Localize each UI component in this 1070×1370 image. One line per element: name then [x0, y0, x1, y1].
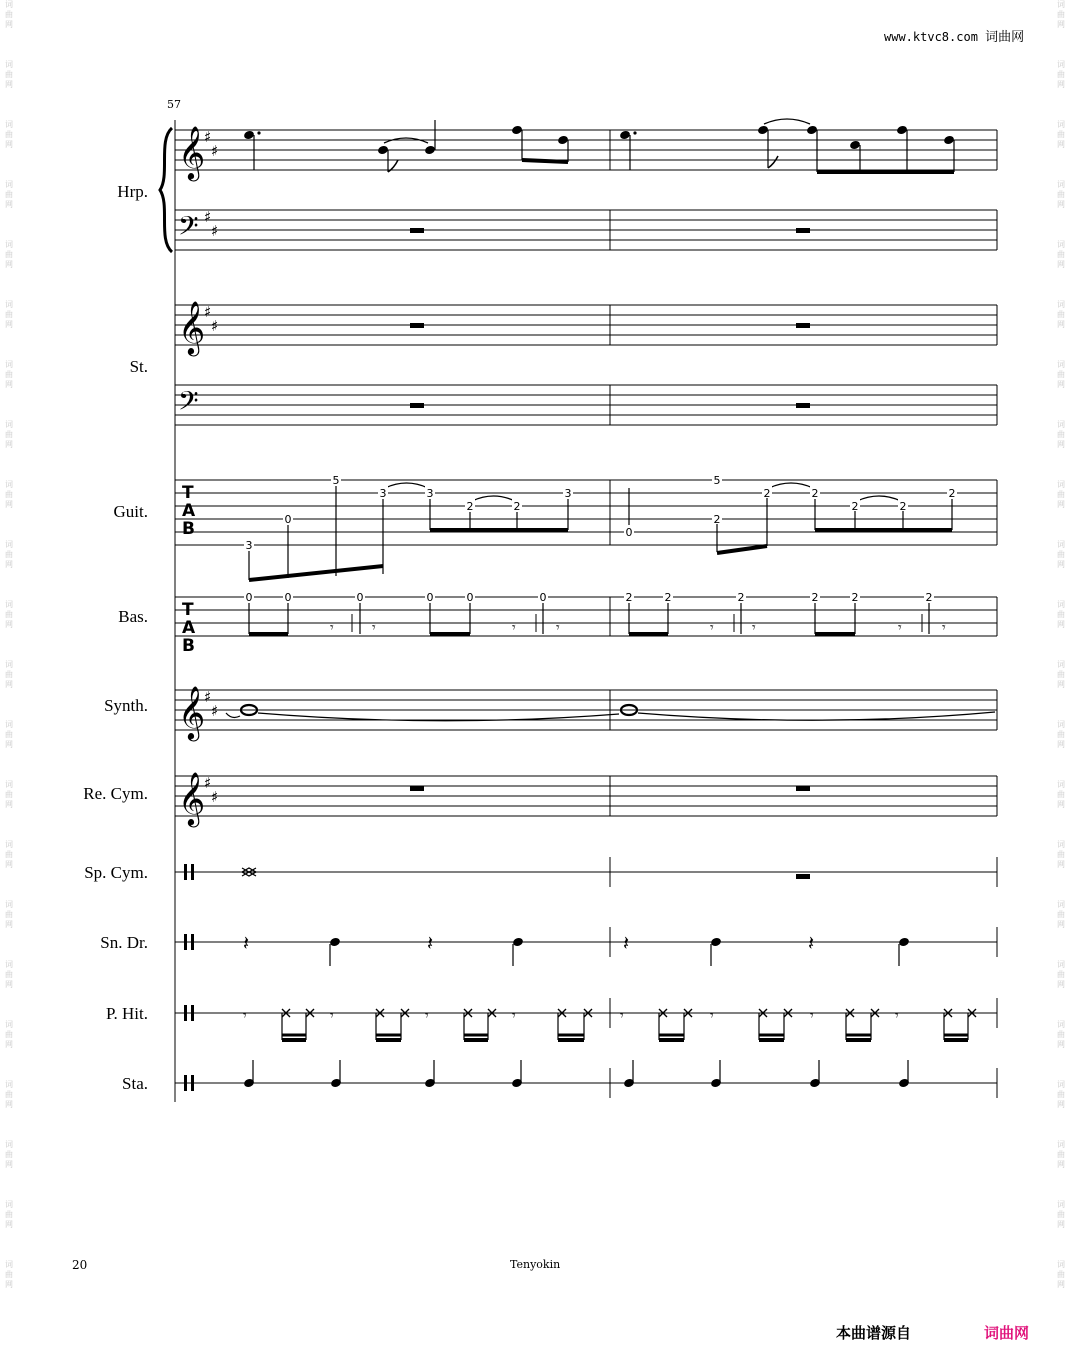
watermark-char: 曲: [5, 250, 13, 259]
instrument-label-percussion-hit: P. Hit.: [105, 1004, 148, 1023]
tab-clef: A: [182, 618, 196, 638]
eighth-rest: 𝄾: [425, 1008, 429, 1024]
watermark-char: 曲: [5, 730, 13, 739]
watermark-char: 曲: [1057, 70, 1065, 79]
watermark-char: 网: [5, 200, 13, 209]
watermark-char: 曲: [1057, 430, 1065, 439]
eighth-rest: 𝄾: [330, 1008, 334, 1024]
guitar-tab-number: 2: [851, 500, 859, 513]
eighth-rest: 𝄾: [810, 1008, 814, 1024]
watermark-char: 词: [5, 240, 13, 249]
tie-in: [226, 713, 240, 717]
instrument-label-snare-drum: Sn. Dr.: [100, 933, 148, 952]
watermark-char: 词: [1057, 840, 1065, 849]
note-b4: [377, 145, 389, 156]
watermark-char: 网: [5, 1220, 13, 1229]
watermark-char: 曲: [1057, 670, 1065, 679]
watermark-char: 曲: [5, 790, 13, 799]
watermark-char: 词: [1057, 300, 1065, 309]
watermark-char: 网: [1057, 500, 1065, 509]
percussion-clef-bar: [191, 864, 194, 880]
measure-number: 57: [167, 98, 181, 111]
watermark-char: 曲: [1057, 190, 1065, 199]
watermark-char: 词: [1057, 120, 1065, 129]
bass-tab-number: 0: [284, 591, 292, 604]
watermark-char: 词: [5, 1020, 13, 1029]
instrument-label-guitar: Guit.: [113, 502, 148, 521]
key-signature-sharp: ♯: [211, 142, 219, 160]
watermark-char: 曲: [1057, 1090, 1065, 1099]
watermark-char: 曲: [1057, 550, 1065, 559]
guitar-tab-number: 2: [513, 500, 521, 513]
tab-beam: [717, 546, 767, 553]
harp-brace: [160, 128, 172, 252]
percussion-clef-bar: [184, 934, 187, 950]
quarter-rest: 𝄽: [623, 931, 630, 955]
watermark-char: 网: [1057, 320, 1065, 329]
eighth-rest: 𝄾: [895, 1008, 899, 1024]
watermark-char: 网: [5, 1280, 13, 1289]
bass-tab-number: 2: [737, 591, 745, 604]
key-signature-sharp: ♯: [204, 688, 212, 706]
guitar-tab-number: 3: [245, 539, 253, 552]
guitar-tab-number: 5: [713, 474, 721, 487]
eighth-rest: 𝄾: [512, 620, 516, 636]
watermark-char: 曲: [1057, 910, 1065, 919]
watermark-char: 网: [1057, 740, 1065, 749]
eighth-rest: 𝄾: [372, 620, 376, 636]
percussion-clef-bar: [184, 1005, 187, 1021]
key-signature-sharp: ♯: [204, 208, 212, 226]
watermark-char: 曲: [5, 670, 13, 679]
site-url[interactable]: www.ktvc8.com: [884, 30, 978, 44]
watermark-char: 词: [5, 600, 13, 609]
watermark-char: 网: [5, 320, 13, 329]
watermark-char: 网: [1057, 260, 1065, 269]
tab-clef: A: [182, 501, 196, 521]
key-signature-sharp: ♯: [211, 317, 219, 335]
watermark-char: 曲: [1057, 790, 1065, 799]
tab-tie: [857, 496, 901, 501]
dotted-note-dot: [257, 131, 260, 134]
watermark-char: 曲: [1057, 1270, 1065, 1279]
bass-tab-number: 2: [625, 591, 633, 604]
notation-marks-group: [178, 119, 995, 1091]
watermark-char: 曲: [1057, 1030, 1065, 1039]
watermark-char: 网: [1057, 440, 1065, 449]
watermark-char: 网: [5, 140, 13, 149]
watermark-char: 曲: [5, 1150, 13, 1159]
watermark-char: 网: [1057, 560, 1065, 569]
key-signature-sharp: ♯: [204, 128, 212, 146]
watermark-char: 词: [5, 1200, 13, 1209]
watermark-char: 词: [1057, 1260, 1065, 1269]
note-f5: [896, 125, 908, 136]
watermark-char: 曲: [5, 970, 13, 979]
watermark-char: 词: [1057, 360, 1065, 369]
watermark-char: 网: [5, 1040, 13, 1049]
whole-rest: [410, 786, 424, 791]
watermark-char: 词: [1057, 480, 1065, 489]
watermark-char: 曲: [5, 850, 13, 859]
watermark-char: 词: [5, 480, 13, 489]
eighth-rest: 𝄾: [710, 620, 714, 636]
watermark-char: 网: [5, 440, 13, 449]
watermark-char: 网: [1057, 1100, 1065, 1109]
watermark-char: 词: [5, 300, 13, 309]
eighth-rest: 𝄾: [243, 1008, 247, 1024]
watermark-char: 网: [5, 620, 13, 629]
watermark-char: 网: [1057, 1160, 1065, 1169]
whole-rest: [796, 323, 810, 328]
watermark-char: 网: [1057, 200, 1065, 209]
whole-rest: [796, 228, 810, 233]
watermark-char: 曲: [1057, 610, 1065, 619]
bass-tab-number: 0: [466, 591, 474, 604]
watermark-char: 网: [1057, 20, 1065, 29]
guitar-tab-number: 0: [284, 513, 292, 526]
snare-note: [898, 937, 910, 948]
snare-note: [329, 937, 341, 948]
watermark-char: 曲: [5, 910, 13, 919]
watermark-char: 词: [5, 60, 13, 69]
watermark-char: 词: [5, 1080, 13, 1089]
watermark-char: 词: [5, 960, 13, 969]
watermark-char: 词: [1057, 720, 1065, 729]
watermark-char: 网: [5, 860, 13, 869]
watermark-char: 词: [5, 120, 13, 129]
watermark-char: 词: [1057, 180, 1065, 189]
watermark-char: 网: [1057, 80, 1065, 89]
key-signature-sharp: ♯: [211, 222, 219, 240]
treble-clef-icon: 𝄞: [178, 300, 206, 354]
watermark-char: 曲: [5, 1090, 13, 1099]
instrument-label-harp: Hrp.: [117, 182, 148, 201]
watermark-char: 词: [1057, 60, 1065, 69]
watermark-char: 网: [5, 1160, 13, 1169]
site-name[interactable]: 词曲网: [985, 30, 1025, 45]
whole-rest: [796, 786, 810, 791]
note-e5: [619, 130, 631, 141]
watermark-char: 曲: [5, 1210, 13, 1219]
watermark-char: 曲: [5, 610, 13, 619]
watermark-char: 网: [5, 500, 13, 509]
watermark-char: 词: [1057, 240, 1065, 249]
watermark-char: 网: [5, 260, 13, 269]
watermark-char: 曲: [1057, 490, 1065, 499]
watermark-char: 曲: [5, 550, 13, 559]
note-d5: [943, 135, 955, 146]
tab-clef: B: [182, 519, 195, 539]
tab-tie: [385, 483, 428, 488]
watermark-char: 网: [1057, 1220, 1065, 1229]
watermark-char: 词: [1057, 660, 1065, 669]
watermark-char: 网: [5, 1100, 13, 1109]
watermark-char: 曲: [1057, 370, 1065, 379]
eighth-rest: 𝄾: [942, 620, 946, 636]
watermark-char: 曲: [5, 70, 13, 79]
percussion-clef-bar: [191, 1005, 194, 1021]
dotted-note-dot: [633, 131, 636, 134]
guitar-tab-number: 3: [564, 487, 572, 500]
watermark-char: 曲: [1057, 1150, 1065, 1159]
whole-rest: [410, 403, 424, 408]
tab-clef: T: [182, 483, 194, 503]
quarter-rest: 𝄽: [243, 931, 250, 955]
watermark-char: 词: [5, 360, 13, 369]
tab-clef: T: [182, 600, 194, 620]
watermark-char: 曲: [1057, 970, 1065, 979]
eighth-rest: 𝄾: [620, 1008, 624, 1024]
source-logo[interactable]: 词曲网: [984, 1324, 1030, 1342]
eighth-rest: 𝄾: [710, 1008, 714, 1024]
page-number: 20: [72, 1258, 88, 1272]
note-d5: [557, 135, 569, 146]
bass-tab-number: 2: [811, 591, 819, 604]
watermark-char: 曲: [1057, 850, 1065, 859]
staff-lines-group: [175, 130, 997, 1098]
watermark-char: 词: [1057, 780, 1065, 789]
watermark-char: 网: [5, 380, 13, 389]
eighth-rest: 𝄾: [330, 620, 334, 636]
watermark-char: 曲: [5, 430, 13, 439]
note-b4: [424, 145, 436, 156]
watermark-char: 词: [5, 900, 13, 909]
watermark-char: 网: [5, 800, 13, 809]
watermark-char: 曲: [5, 190, 13, 199]
note-c5: [849, 140, 861, 151]
watermark-char: 网: [1057, 680, 1065, 689]
tab-tie: [472, 496, 515, 501]
watermark-char: 词: [5, 660, 13, 669]
watermark-char: 曲: [5, 1030, 13, 1039]
instrument-label-strings: St.: [129, 357, 148, 376]
watermark-char: 曲: [5, 1270, 13, 1279]
instrument-label-reverse-cymbal: Re. Cym.: [83, 784, 148, 803]
watermark-char: 词: [5, 780, 13, 789]
guitar-tab-number: 2: [948, 487, 956, 500]
watermark-char: 网: [1057, 1280, 1065, 1289]
eighth-rest: 𝄾: [512, 1008, 516, 1024]
key-signature-sharp: ♯: [204, 303, 212, 321]
snare-note: [710, 937, 722, 948]
note-e5: [243, 130, 255, 141]
watermark-char: 网: [1057, 140, 1065, 149]
treble-clef-icon: 𝄞: [178, 125, 206, 179]
whole-rest: [796, 874, 810, 879]
bass-tab-number: 0: [539, 591, 547, 604]
watermark-char: 词: [5, 540, 13, 549]
bass-tab-number: 2: [851, 591, 859, 604]
watermark-char: 曲: [5, 310, 13, 319]
watermark-char: 网: [1057, 800, 1065, 809]
guitar-tab-number: 5: [332, 474, 340, 487]
quarter-rest: 𝄽: [427, 931, 434, 955]
watermark-char: 网: [1057, 380, 1065, 389]
percussion-clef-bar: [184, 864, 187, 880]
watermark-char: 词: [5, 420, 13, 429]
guitar-tab-number: 0: [625, 526, 633, 539]
watermark-char: 词: [5, 1140, 13, 1149]
guitar-tab-number: 2: [763, 487, 771, 500]
whole-rest: [410, 323, 424, 328]
watermark-char: 网: [1057, 860, 1065, 869]
guitar-tab-number: 3: [426, 487, 434, 500]
watermark-char: 网: [5, 680, 13, 689]
watermark-char: 词: [5, 720, 13, 729]
eighth-rest: 𝄾: [898, 620, 902, 636]
instrument-label-synth: Synth.: [104, 696, 148, 715]
watermark-char: 曲: [1057, 250, 1065, 259]
bass-tab-number: 2: [664, 591, 672, 604]
watermark-char: 词: [1057, 540, 1065, 549]
watermark-char: 网: [1057, 920, 1065, 929]
guitar-tab-number: 2: [713, 513, 721, 526]
note-f5: [806, 125, 818, 136]
eighth-rest: 𝄾: [556, 620, 560, 636]
watermark-char: 网: [1057, 620, 1065, 629]
watermark-char: 曲: [5, 490, 13, 499]
snare-note: [512, 937, 524, 948]
watermark-char: 词: [1057, 420, 1065, 429]
watermark-char: 网: [5, 740, 13, 749]
tab-tie: [769, 483, 813, 488]
watermark-char: 词: [1057, 600, 1065, 609]
percussion-clef-bar: [191, 934, 194, 950]
note-flag: [768, 156, 778, 168]
watermark-char: 网: [1057, 1040, 1065, 1049]
watermark-char: 曲: [1057, 1210, 1065, 1219]
composer-name: Tenyokin: [510, 1258, 561, 1271]
treble-clef-icon: 𝄞: [178, 685, 206, 739]
guitar-tab-number: 2: [899, 500, 907, 513]
percussion-clef-bar: [184, 1075, 187, 1091]
watermark-char: 曲: [1057, 130, 1065, 139]
watermark-char: 网: [5, 560, 13, 569]
watermark-char: 网: [5, 920, 13, 929]
watermark-char: 词: [1057, 1140, 1065, 1149]
watermark-char: 网: [5, 20, 13, 29]
guitar-tab-number: 2: [811, 487, 819, 500]
watermark-char: 曲: [1057, 310, 1065, 319]
note-f5: [511, 125, 523, 136]
watermark-char: 词: [1057, 960, 1065, 969]
watermark-char: 词: [5, 0, 13, 9]
treble-clef-icon: 𝄞: [178, 771, 206, 825]
guitar-tab-number: 2: [466, 500, 474, 513]
instrument-label-splash-cymbal: Sp. Cym.: [84, 863, 148, 882]
whole-rest: [410, 228, 424, 233]
key-signature-sharp: ♯: [204, 774, 212, 792]
instrument-label-sticks: Sta.: [122, 1074, 148, 1093]
note-beam: [522, 160, 568, 162]
key-signature-sharp: ♯: [211, 788, 219, 806]
watermark-char: 词: [5, 180, 13, 189]
tab-beam: [249, 566, 383, 580]
watermark-char: 词: [1057, 1200, 1065, 1209]
bass-tab-number: 2: [925, 591, 933, 604]
watermark-char: 网: [1057, 980, 1065, 989]
bass-clef-icon: 𝄢: [178, 385, 199, 423]
watermark-char: 网: [5, 80, 13, 89]
watermark-char: 词: [1057, 900, 1065, 909]
note-tie: [764, 119, 810, 124]
key-signature-sharp: ♯: [211, 702, 219, 720]
instrument-label-bass: Bas.: [118, 607, 148, 626]
watermark-char: 曲: [1057, 10, 1065, 19]
watermark-char: 词: [1057, 1080, 1065, 1089]
note-f5: [757, 125, 769, 136]
note-tie: [638, 712, 995, 720]
source-text: 本曲谱源自: [836, 1324, 912, 1342]
watermark-char: 词: [5, 1260, 13, 1269]
watermark-char: 网: [5, 980, 13, 989]
watermark-char: 曲: [5, 370, 13, 379]
watermark-char: 曲: [5, 130, 13, 139]
watermark-char: 曲: [1057, 730, 1065, 739]
bass-tab-number: 0: [245, 591, 253, 604]
eighth-rest: 𝄾: [752, 620, 756, 636]
whole-rest: [796, 403, 810, 408]
watermark-char: 词: [5, 840, 13, 849]
guitar-tab-number: 3: [379, 487, 387, 500]
bass-tab-number: 0: [426, 591, 434, 604]
watermark-char: 词: [1057, 1020, 1065, 1029]
bass-tab-number: 0: [356, 591, 364, 604]
quarter-rest: 𝄽: [808, 931, 815, 955]
watermark-char: 曲: [5, 10, 13, 19]
tab-clef: B: [182, 636, 195, 656]
watermark-char: 词: [1057, 0, 1065, 9]
percussion-clef-bar: [191, 1075, 194, 1091]
bass-clef-icon: 𝄢: [178, 210, 199, 248]
